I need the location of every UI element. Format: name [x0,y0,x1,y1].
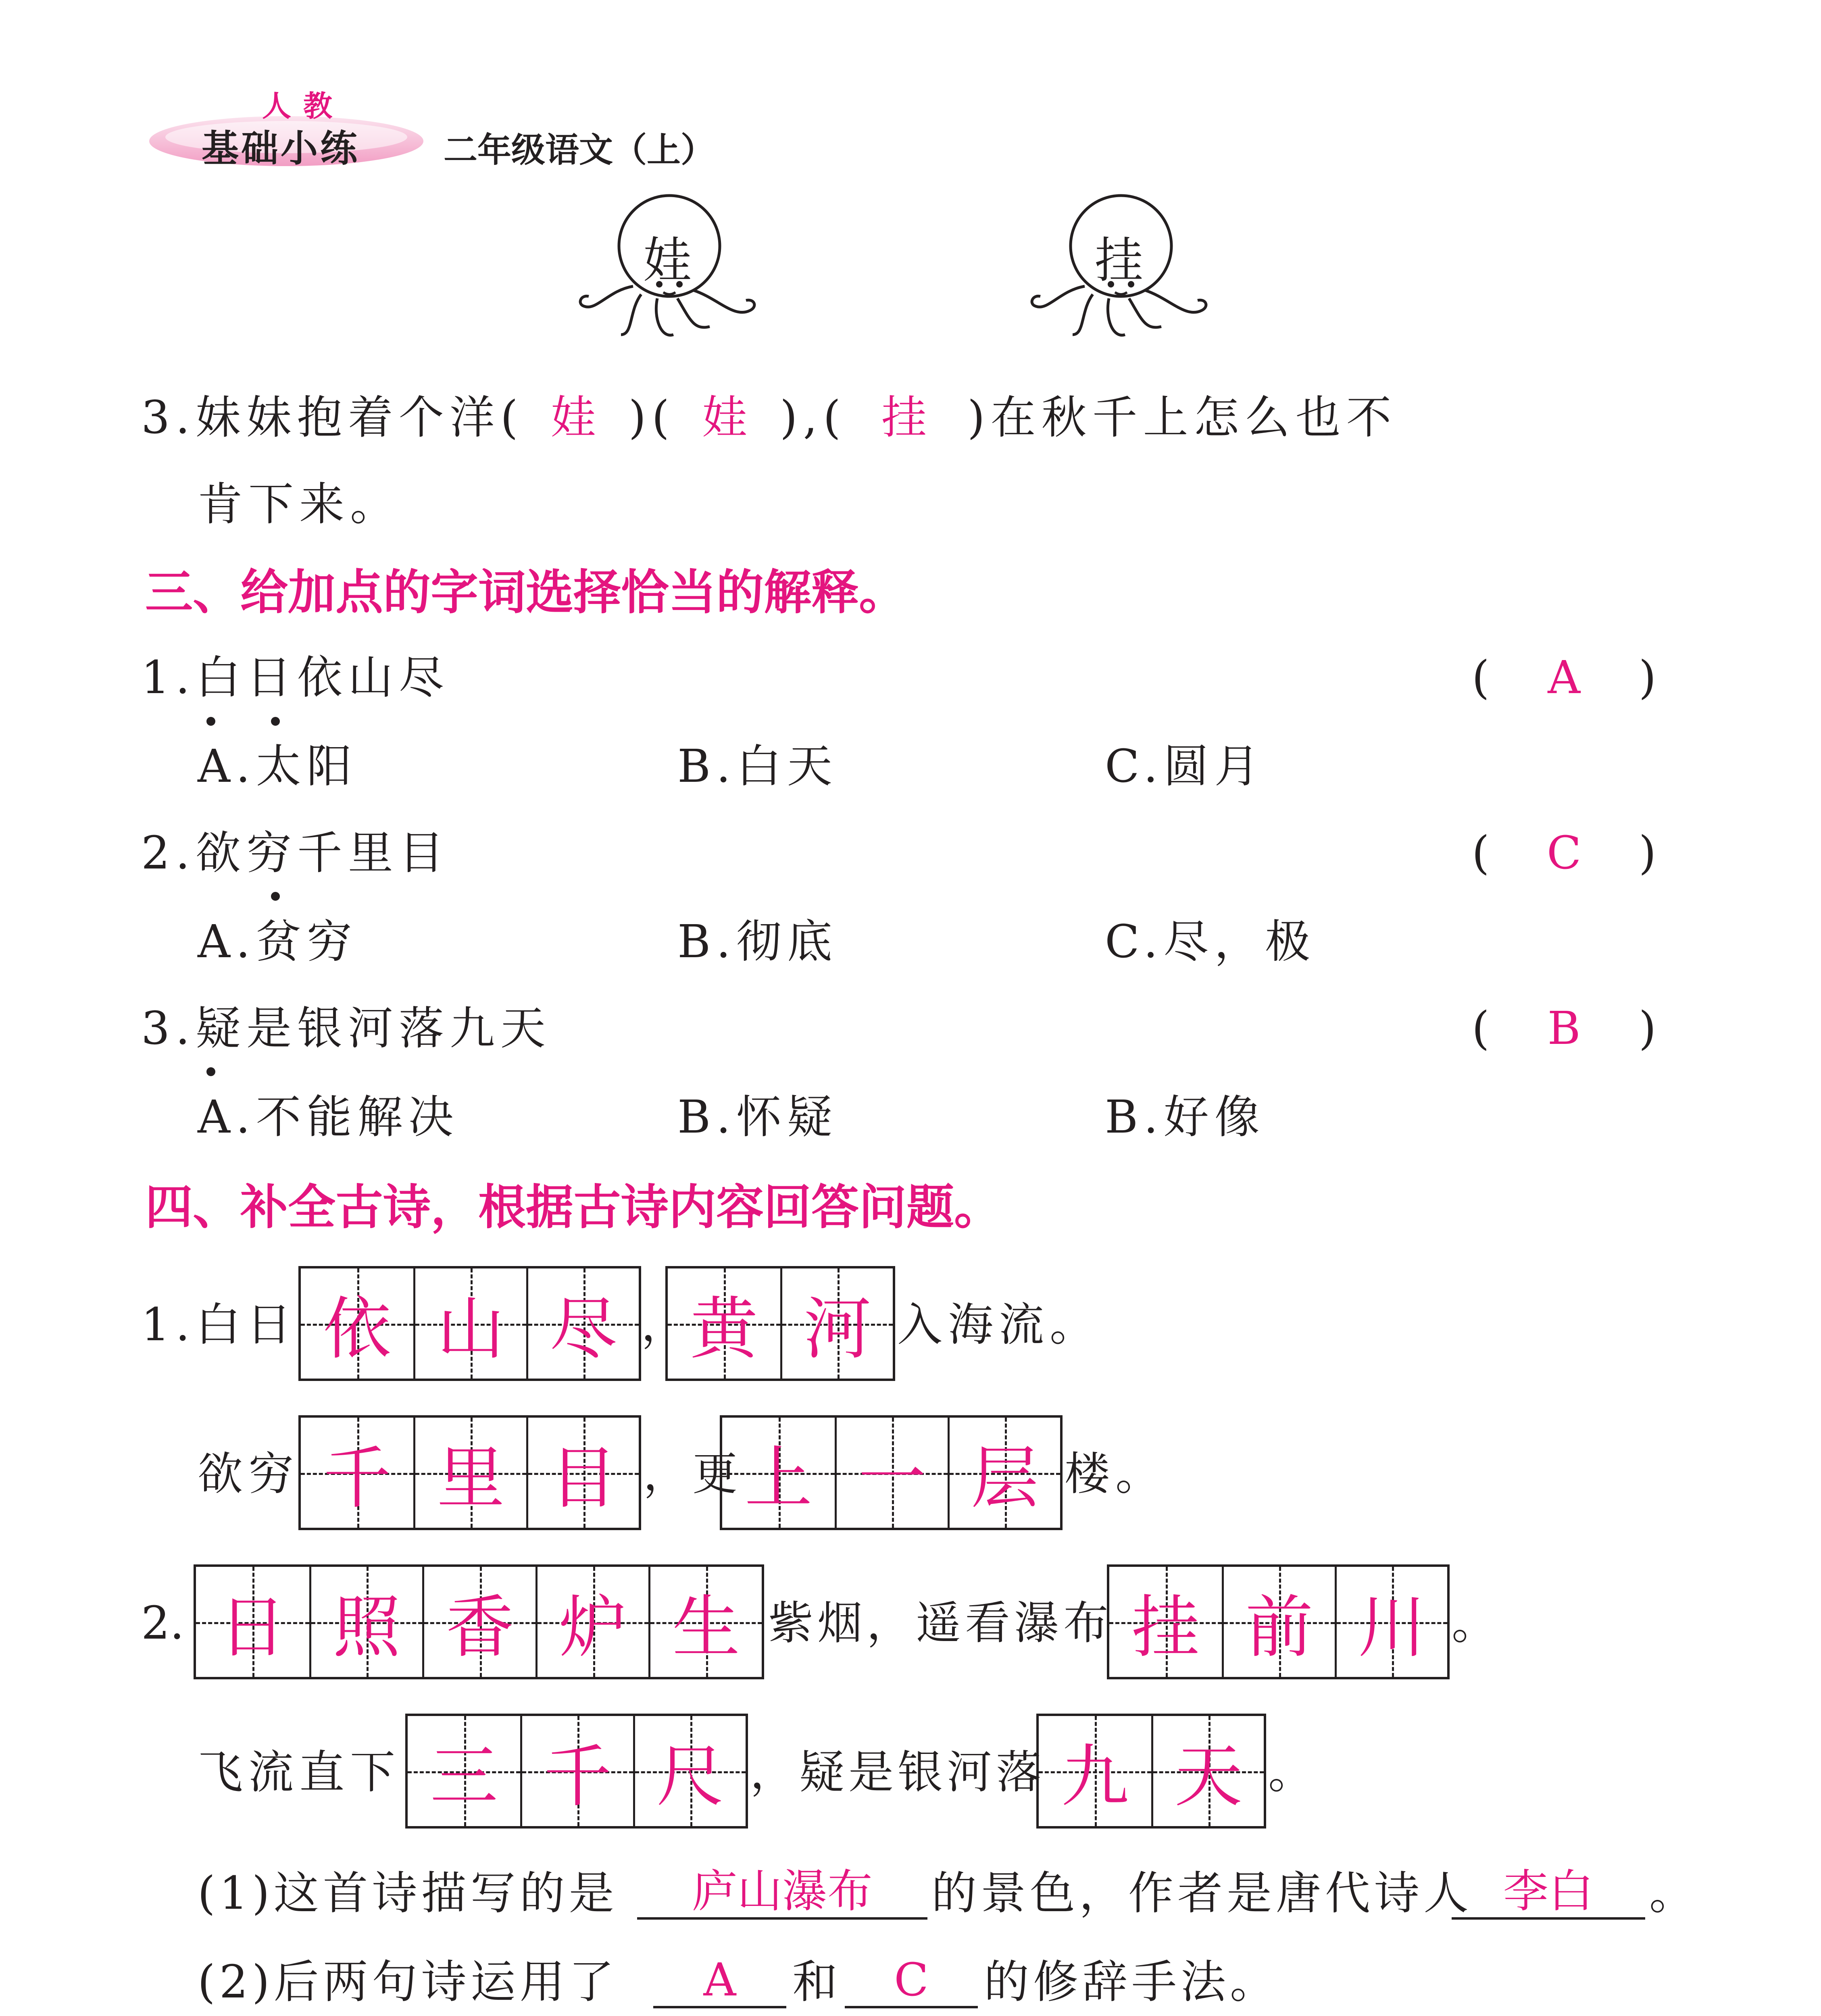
grid-answer: 千 [323,1439,391,1518]
grid-answer: 炉 [559,1588,627,1667]
poem1-comma2: ，更 [643,1448,742,1500]
grid-answer: 千 [544,1737,612,1816]
s3-q3: 3.疑是银河落九天 [141,1002,551,1055]
section3-title: 三、给加点的字词选择恰当的解释。 [145,564,907,620]
subject-title: 二年级语文（上） [444,130,715,170]
grid-answer: 层 [971,1439,1039,1518]
grid-answer: 尺 [656,1737,724,1816]
grid-answer: 前 [1245,1588,1313,1667]
q3-suffix: )在秋千上怎么也不 [967,392,1397,444]
s3-q2-opt-c: C.尽，极 [1105,916,1316,968]
sub-q2-answer2[interactable]: C [845,1958,978,2008]
grid-answer: 依 [323,1289,391,1368]
grid-cell[interactable] [648,1567,762,1677]
sub-q2-a: (2)后两句诗运用了 [198,1956,618,2008]
sub-q1-answer2[interactable]: 李白 [1452,1869,1645,1920]
poem1-tail1: 入海流。 [897,1299,1100,1351]
sub-q1-answer1[interactable]: 庐山瀑布 [637,1869,927,1920]
q3-sentence-line2: 肯下来。 [198,478,401,531]
sub-q2-b: 和 [792,1956,838,2008]
grid-answer: 生 [672,1588,740,1667]
grid-cell[interactable] [422,1567,535,1677]
grid-cell[interactable] [1335,1567,1447,1677]
emphasis-dot [271,892,280,901]
poem2-grid3[interactable] [405,1714,748,1829]
brand-top: 人教 [262,89,345,123]
poem1-grid1[interactable] [298,1266,641,1381]
grid-answer: 上 [744,1439,813,1518]
q3-prefix: 3.妹妹抱着个洋( [141,392,524,444]
grid-cell[interactable] [535,1567,649,1677]
s3-q2-opt-a: A.贫穷 [198,916,358,968]
grid-cell[interactable] [948,1418,1060,1528]
poem2-mid2: ，疑是银河落 [750,1746,1045,1799]
poem2-mid1: 紫烟，遥看瀑布 [768,1597,1113,1649]
grid-cell[interactable] [520,1716,633,1826]
grid-cell[interactable] [780,1268,893,1379]
grid-cell[interactable] [1109,1567,1222,1677]
sub-q1 [198,1867,618,1920]
sub-q1-b: 的景色，作者是唐代诗人 [931,1867,1473,1920]
s3-q3-answer: B [1547,1002,1581,1055]
grid-cell[interactable] [309,1567,423,1677]
grid-answer: 一 [858,1439,926,1518]
poem1-grid3[interactable] [298,1415,641,1530]
poem1-tail2: 楼。 [1065,1448,1166,1500]
poem2-grid2[interactable] [1107,1564,1450,1679]
sub-q2-c: 的修辞手法。 [984,1956,1279,2008]
octopus-1 [573,190,766,351]
octopus-2 [1024,190,1218,351]
q3-mid1: )( [628,392,675,444]
grid-cell[interactable] [722,1418,835,1528]
octopus-char-2: 挂 [1095,233,1143,289]
s3-q3-opt-b: B.怀疑 [677,1091,838,1143]
grid-cell[interactable] [1222,1567,1334,1677]
poem2-label1: 2. [141,1597,184,1649]
poem1-grid2[interactable] [665,1266,895,1381]
s3-q3-opt-c: B.好像 [1105,1091,1265,1143]
s3-q2-answer: C [1546,827,1581,879]
grid-cell[interactable] [413,1418,526,1528]
grid-answer: 挂 [1131,1588,1200,1667]
sub-q1-a: (1)这首诗描写的是 [198,1867,618,1920]
poem2-tail1: 。 [1452,1597,1497,1649]
s3-q1-opt-a: A.太阳 [198,740,358,793]
s3-q1-bracket: ( A ) [1472,652,1656,704]
grid-cell[interactable] [301,1418,413,1528]
emphasis-dot [206,717,215,726]
section4-title: 四、补全古诗，根据古诗内容回答问题。 [145,1179,1002,1235]
grid-cell[interactable] [413,1268,526,1379]
grid-answer: 天 [1174,1737,1242,1816]
grid-answer: 三 [430,1737,498,1816]
emphasis-dot [271,717,280,726]
octopus-char-1: 娃 [643,233,692,289]
grid-cell[interactable] [835,1418,947,1528]
grid-cell[interactable] [1151,1716,1264,1826]
grid-answer: 里 [437,1439,505,1518]
grid-cell[interactable] [668,1268,780,1379]
grid-cell[interactable] [301,1268,413,1379]
grid-answer: 黄 [690,1289,758,1368]
sub-q1-c: 。 [1649,1867,1694,1920]
grid-cell[interactable] [526,1268,639,1379]
s3-q2-opt-b: B.彻底 [677,916,838,968]
brand-main: 基础小练 [202,127,360,170]
q3-mid2: ),( [779,392,846,444]
s3-q1-opt-b: B.白天 [677,740,838,793]
poem1-label2: 欲穷 [198,1448,299,1500]
grid-answer: 九 [1061,1737,1129,1816]
emphasis-dot [206,1067,215,1076]
grid-cell[interactable] [526,1418,639,1528]
poem1-label1: 1.白日 [141,1299,297,1351]
poem2-label2: 飞流直下 [198,1746,401,1799]
grid-answer: 河 [803,1289,871,1368]
poem2-tail2: 。 [1268,1746,1313,1799]
sub-q2-answer1[interactable]: A [653,1958,786,2008]
grid-answer: 目 [549,1439,617,1518]
poem2-grid4[interactable] [1036,1714,1266,1829]
s3-q2-bracket: ( C ) [1472,827,1656,879]
s3-q3-bracket: ( B ) [1472,1002,1656,1055]
grid-answer: 日 [219,1588,287,1667]
grid-answer: 山 [437,1289,505,1368]
q3-answer-3: 挂 [881,392,932,444]
s3-q1-opt-c: C.圆月 [1105,740,1265,793]
s3-q1-answer: A [1548,652,1581,704]
poem2-grid1[interactable] [194,1564,764,1679]
grid-answer: 照 [333,1588,401,1667]
grid-answer: 香 [446,1588,514,1667]
s3-q3-opt-a: A.不能解决 [198,1091,459,1143]
grid-cell[interactable] [408,1716,520,1826]
q3-sentence-line1 [141,392,1397,444]
poem1-grid4[interactable] [720,1415,1063,1530]
s3-q1: 1.白日依山尽 [141,652,450,704]
poem1-comma1: ， [641,1299,686,1351]
grid-answer: 尽 [549,1289,617,1368]
grid-cell[interactable] [633,1716,746,1826]
grid-answer: 川 [1358,1588,1426,1667]
grid-cell[interactable] [1039,1716,1151,1826]
grid-cell[interactable] [196,1567,309,1677]
s3-q2: 2.欲穷千里目 [141,827,450,879]
q3-answer-1: 娃 [550,392,602,444]
q3-answer-2: 娃 [702,392,753,444]
